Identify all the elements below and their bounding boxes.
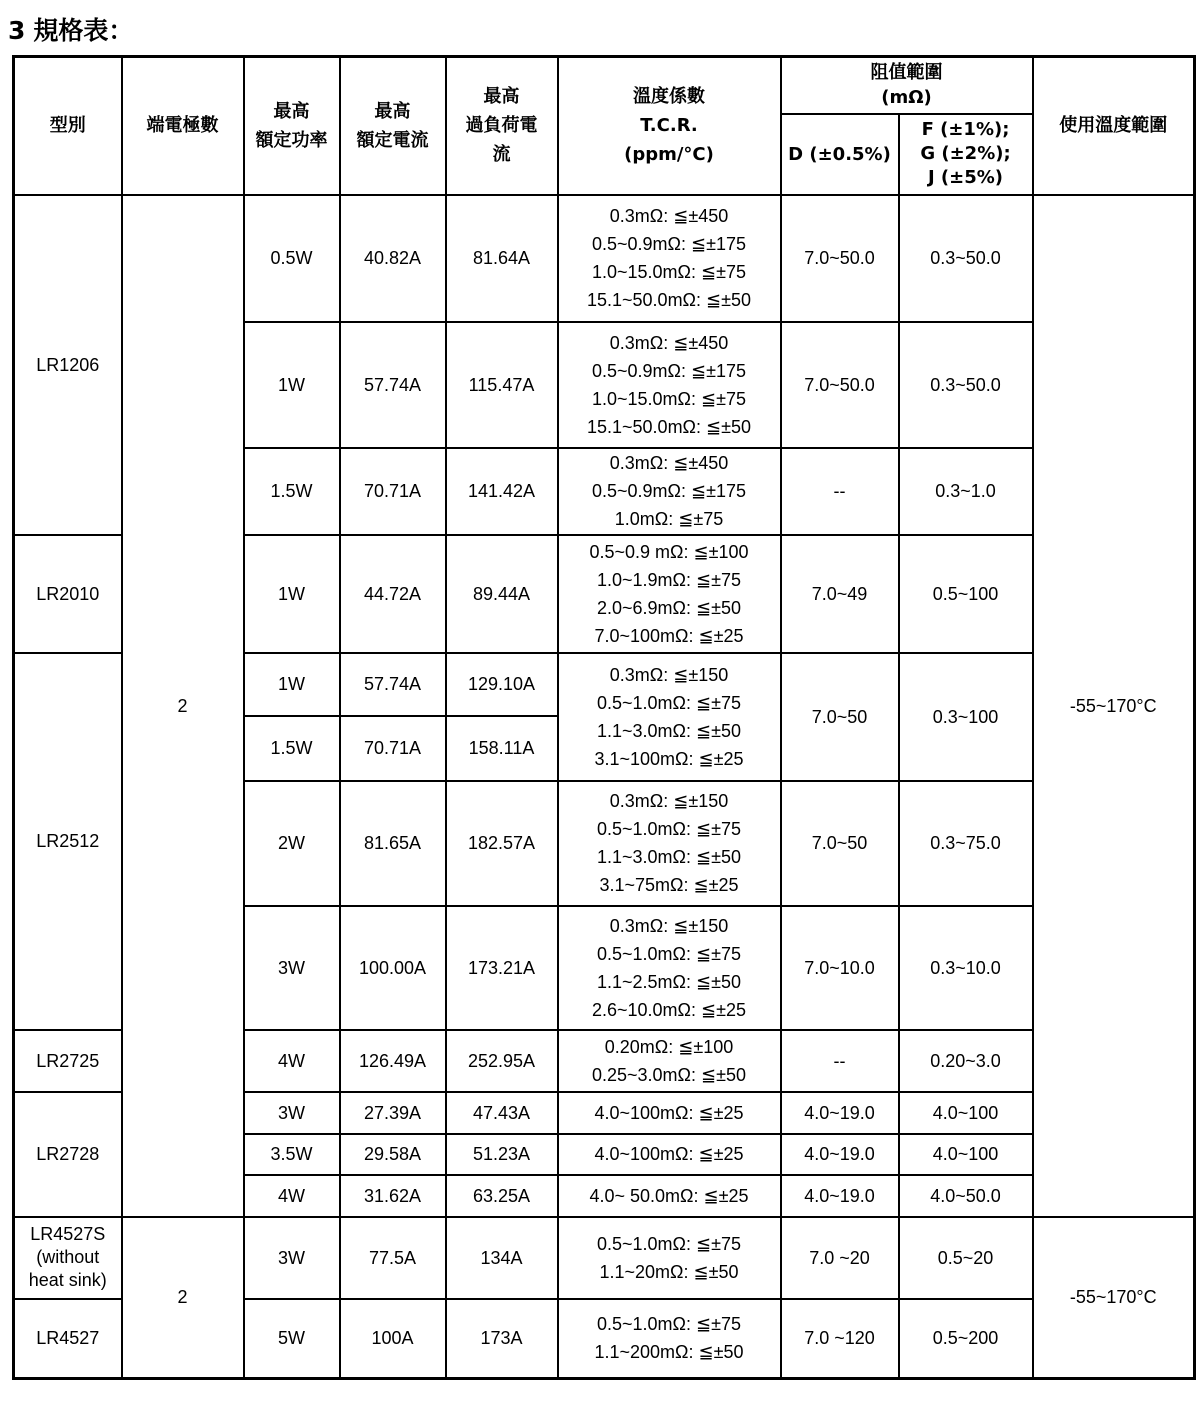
rated-current-cell: 57.74A — [340, 653, 446, 716]
resistance-fgj-cell: 0.5~20 — [899, 1217, 1033, 1299]
tcr-cell: 4.0~100mΩ: ≦±25 — [558, 1092, 781, 1134]
rated-power-cell: 4W — [244, 1030, 340, 1092]
header-tcr: 溫度係數 T.C.R. (ppm/°C) — [558, 57, 781, 195]
resistance-d-cell: 7.0 ~20 — [781, 1217, 899, 1299]
terminals-cell: 2 — [122, 195, 244, 1217]
overload-current-cell: 141.42A — [446, 448, 558, 535]
rated-current-cell: 44.72A — [340, 535, 446, 653]
header-rated-power: 最高 額定功率 — [244, 57, 340, 195]
resistance-d-cell: 4.0~19.0 — [781, 1092, 899, 1134]
resistance-fgj-cell: 4.0~100 — [899, 1092, 1033, 1134]
resistance-fgj-cell: 0.3~75.0 — [899, 781, 1033, 906]
rated-power-cell: 4W — [244, 1175, 340, 1217]
section-title: 規格表： — [33, 16, 134, 45]
overload-current-cell: 182.57A — [446, 781, 558, 906]
resistance-fgj-cell: 0.3~50.0 — [899, 195, 1033, 322]
resistance-fgj-cell: 0.5~200 — [899, 1299, 1033, 1379]
rated-power-cell: 3W — [244, 1217, 340, 1299]
rated-power-cell: 3.5W — [244, 1134, 340, 1175]
rated-current-cell: 70.71A — [340, 448, 446, 535]
tcr-cell: 0.3mΩ: ≦±150 0.5~1.0mΩ: ≦±75 1.1~3.0mΩ: ≦±50 3.1~100mΩ: ≦±25 — [558, 653, 781, 781]
rated-power-cell: 3W — [244, 1092, 340, 1134]
rated-current-cell: 81.65A — [340, 781, 446, 906]
terminals-cell: 2 — [122, 1217, 244, 1379]
resistance-fgj-cell: 0.20~3.0 — [899, 1030, 1033, 1092]
rated-current-cell: 77.5A — [340, 1217, 446, 1299]
rated-power-cell: 1.5W — [244, 716, 340, 781]
tcr-cell: 0.3mΩ: ≦±450 0.5~0.9mΩ: ≦±175 1.0~15.0mΩ: ≦±75 15.1~50.0mΩ: ≦±50 — [558, 195, 781, 322]
model-cell: LR2512 — [14, 653, 122, 1030]
model-cell: LR2728 — [14, 1092, 122, 1217]
header-tolerance-d: D (±0.5%) — [781, 114, 899, 195]
header-model: 型別 — [14, 57, 122, 195]
rated-current-cell: 100A — [340, 1299, 446, 1379]
tcr-cell: 4.0~ 50.0mΩ: ≦±25 — [558, 1175, 781, 1217]
header-operating-temp: 使用溫度範圍 — [1033, 57, 1195, 195]
resistance-d-cell: 7.0~50 — [781, 781, 899, 906]
rated-current-cell: 70.71A — [340, 716, 446, 781]
rated-power-cell: 3W — [244, 906, 340, 1030]
table-row — [14, 195, 1195, 322]
tcr-cell: 0.5~0.9 mΩ: ≦±100 1.0~1.9mΩ: ≦±75 2.0~6.9mΩ: ≦±50 7.0~100mΩ: ≦±25 — [558, 535, 781, 653]
resistance-d-cell: 4.0~19.0 — [781, 1134, 899, 1175]
section-heading — [8, 14, 133, 48]
resistance-fgj-cell: 0.3~1.0 — [899, 448, 1033, 535]
resistance-d-cell: 7.0 ~120 — [781, 1299, 899, 1379]
header-resistance-range: 阻值範圍 (mΩ) — [781, 57, 1033, 114]
overload-current-cell: 134A — [446, 1217, 558, 1299]
section-number: 3 — [8, 16, 26, 45]
spec-table — [12, 55, 1196, 1380]
tcr-cell: 0.3mΩ: ≦±450 0.5~0.9mΩ: ≦±175 1.0~15.0mΩ: ≦±75 15.1~50.0mΩ: ≦±50 — [558, 322, 781, 448]
resistance-d-cell: 7.0~49 — [781, 535, 899, 653]
rated-current-cell: 126.49A — [340, 1030, 446, 1092]
resistance-d-cell: -- — [781, 1030, 899, 1092]
header-terminals: 端電極數 — [122, 57, 244, 195]
overload-current-cell: 252.95A — [446, 1030, 558, 1092]
resistance-fgj-cell: 4.0~50.0 — [899, 1175, 1033, 1217]
overload-current-cell: 89.44A — [446, 535, 558, 653]
rated-power-cell: 1W — [244, 653, 340, 716]
resistance-d-cell: 4.0~19.0 — [781, 1175, 899, 1217]
table-row — [14, 1217, 1195, 1299]
model-cell: LR4527S (without heat sink) — [14, 1217, 122, 1299]
overload-current-cell: 115.47A — [446, 322, 558, 448]
resistance-d-cell: 7.0~10.0 — [781, 906, 899, 1030]
rated-current-cell: 100.00A — [340, 906, 446, 1030]
tcr-cell: 0.5~1.0mΩ: ≦±75 1.1~20mΩ: ≦±50 — [558, 1217, 781, 1299]
overload-current-cell: 158.11A — [446, 716, 558, 781]
overload-current-cell: 173.21A — [446, 906, 558, 1030]
overload-current-cell: 81.64A — [446, 195, 558, 322]
model-cell: LR2010 — [14, 535, 122, 653]
rated-power-cell: 1W — [244, 535, 340, 653]
tcr-cell: 0.3mΩ: ≦±150 0.5~1.0mΩ: ≦±75 1.1~3.0mΩ: ≦±50 3.1~75mΩ: ≦±25 — [558, 781, 781, 906]
rated-power-cell: 2W — [244, 781, 340, 906]
rated-current-cell: 29.58A — [340, 1134, 446, 1175]
resistance-d-cell: -- — [781, 448, 899, 535]
rated-current-cell: 31.62A — [340, 1175, 446, 1217]
overload-current-cell: 47.43A — [446, 1092, 558, 1134]
resistance-fgj-cell: 0.3~50.0 — [899, 322, 1033, 448]
model-cell: LR1206 — [14, 195, 122, 535]
resistance-fgj-cell: 0.3~100 — [899, 653, 1033, 781]
header-overload-current: 最高 過負荷電 流 — [446, 57, 558, 195]
tcr-cell: 0.3mΩ: ≦±150 0.5~1.0mΩ: ≦±75 1.1~2.5mΩ: ≦±50 2.6~10.0mΩ: ≦±25 — [558, 906, 781, 1030]
header-tolerance-fgj: F (±1%); G (±2%); J (±5%) — [899, 114, 1033, 195]
resistance-d-cell: 7.0~50.0 — [781, 322, 899, 448]
resistance-fgj-cell: 0.5~100 — [899, 535, 1033, 653]
resistance-d-cell: 7.0~50.0 — [781, 195, 899, 322]
rated-current-cell: 57.74A — [340, 322, 446, 448]
overload-current-cell: 63.25A — [446, 1175, 558, 1217]
rated-power-cell: 1.5W — [244, 448, 340, 535]
tcr-cell: 0.20mΩ: ≦±100 0.25~3.0mΩ: ≦±50 — [558, 1030, 781, 1092]
tcr-cell: 4.0~100mΩ: ≦±25 — [558, 1134, 781, 1175]
model-cell: LR4527 — [14, 1299, 122, 1379]
rated-current-cell: 27.39A — [340, 1092, 446, 1134]
operating-temp-cell: -55~170°C — [1033, 195, 1195, 1217]
operating-temp-cell: -55~170°C — [1033, 1217, 1195, 1379]
rated-current-cell: 40.82A — [340, 195, 446, 322]
overload-current-cell: 51.23A — [446, 1134, 558, 1175]
rated-power-cell: 5W — [244, 1299, 340, 1379]
resistance-fgj-cell: 4.0~100 — [899, 1134, 1033, 1175]
rated-power-cell: 1W — [244, 322, 340, 448]
overload-current-cell: 173A — [446, 1299, 558, 1379]
overload-current-cell: 129.10A — [446, 653, 558, 716]
header-rated-current: 最高 額定電流 — [340, 57, 446, 195]
resistance-d-cell: 7.0~50 — [781, 653, 899, 781]
tcr-cell: 0.5~1.0mΩ: ≦±75 1.1~200mΩ: ≦±50 — [558, 1299, 781, 1379]
tcr-cell: 0.3mΩ: ≦±450 0.5~0.9mΩ: ≦±175 1.0mΩ: ≦±75 — [558, 448, 781, 535]
model-cell: LR2725 — [14, 1030, 122, 1092]
rated-power-cell: 0.5W — [244, 195, 340, 322]
resistance-fgj-cell: 0.3~10.0 — [899, 906, 1033, 1030]
